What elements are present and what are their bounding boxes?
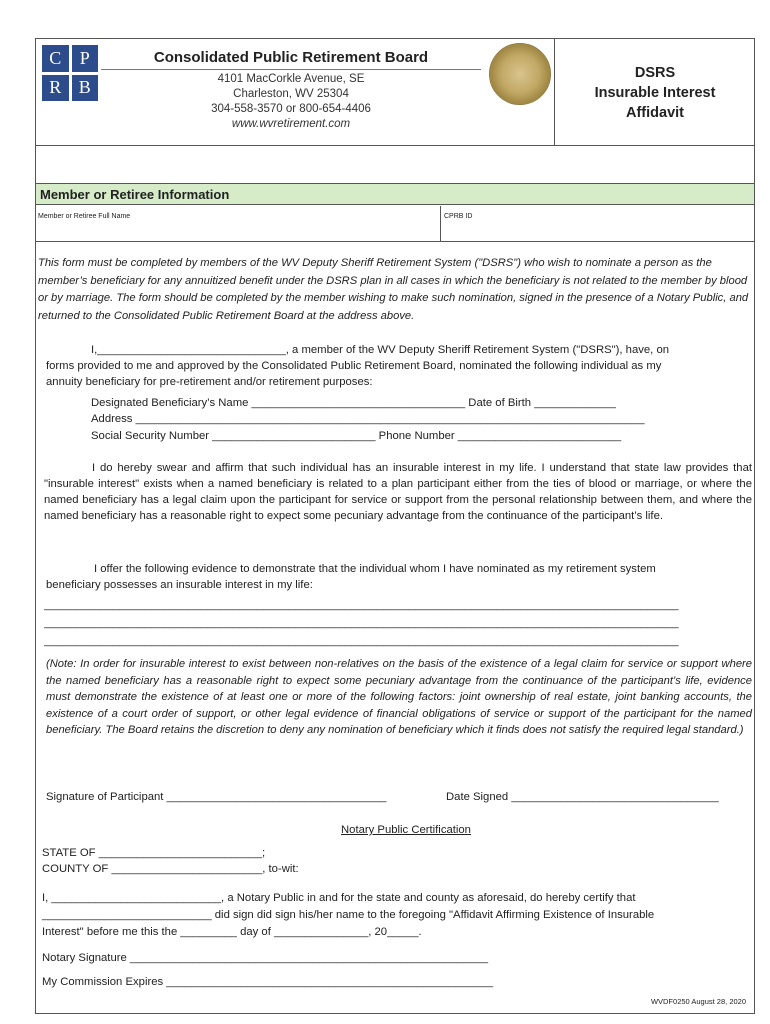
form-title-box bbox=[554, 39, 755, 145]
blank-row bbox=[36, 145, 754, 183]
evidence-blank-line[interactable]: _____________________________________________________________________________________________________ bbox=[44, 599, 679, 611]
logo-letter: R bbox=[42, 75, 69, 102]
beneficiary-address-field[interactable]: Address _________________________________________________________________________________ bbox=[91, 413, 645, 425]
notary-title: Notary Public Certification bbox=[341, 824, 471, 836]
nomination-line3: annuity beneficiary for pre-retirement and/or retirement purposes: bbox=[46, 376, 373, 388]
org-address1: 4101 MacCorkle Avenue, SE bbox=[217, 73, 365, 85]
section-title: Member or Retiree Information bbox=[36, 183, 754, 205]
evidence-line2: beneficiary possesses an insurable interest in my life: bbox=[46, 579, 313, 591]
legal-note: (Note: In order for insurable interest to exist between non-relatives on the basis of the existence of a legal claim for service or support where the named beneficiary has a reasonable right to expect some pecuniary advantage from the continuance of the participant’s life, evidence must demonstrate the existence of at least one or more of the following factors: joint ownership of real estate, joint banking accounts, the existence of a court order of support, or other legal evidence of financial obligations of service or support of the participant for the named beneficiary. The Board retains the discretion to deny any nomination of beneficiary which it finds does not satisfy the required legal standard.) bbox=[46, 658, 752, 736]
swear-paragraph: I do hereby swear and affirm that such individual has an insurable interest in my life. I understand that state law provides that "insurable interest" exists when a named beneficiary is related to a plan participant either from the ties of blood or marriage, or where the named beneficiary has a legal claim upon the participant for service or support from the personal relationship between them, and where the named beneficiary has a reasonable right to expect some pecuniary advantage from the continuance of the participant’s life. bbox=[44, 462, 752, 522]
org-name: Consolidated Public Retirement Board bbox=[101, 49, 481, 70]
nomination-line1: I,______________________________, a member of the WV Deputy Sheriff Retirement System ("DSRS"), have, on bbox=[91, 344, 670, 356]
form-footer: WVDF0250 August 28, 2020 bbox=[650, 997, 746, 1006]
member-name-field[interactable]: Member or Retiree Full Name bbox=[38, 213, 131, 220]
cprb-id-field[interactable]: CPRB ID bbox=[440, 206, 472, 241]
org-website[interactable]: www.wvretirement.com bbox=[231, 118, 351, 130]
intro-paragraph: This form must be completed by members of the WV Deputy Sheriff Retirement System ("DSRS") who wish to nominate a person as the member’s beneficiary for any annuitized benefit under the DSRS plan in all cases in which the beneficiary is not related to the member by blood or by marriage. The form should be completed by the member wishing to make such nomination, signed in the presence of a Notary Public, and returned to the Consolidated Public Retirement Board at the address above. bbox=[38, 257, 749, 322]
evidence-blank-line[interactable]: _____________________________________________________________________________________________________ bbox=[44, 617, 679, 629]
commission-expires-field[interactable]: My Commission Expires ____________________________________________________ bbox=[42, 976, 493, 988]
evidence-line1: I offer the following evidence to demonstrate that the individual whom I have nominated as my retirement system bbox=[94, 563, 656, 575]
cprb-logo bbox=[42, 45, 98, 101]
nomination-line2: forms provided to me and approved by the Consolidated Public Retirement Board, nominated the following individual as my bbox=[46, 360, 662, 372]
participant-signature-field[interactable]: Signature of Participant ___________________________________ bbox=[46, 791, 387, 803]
logo-letter: B bbox=[72, 75, 99, 102]
form-title-line2: Insurable Interest bbox=[594, 85, 716, 101]
form-header bbox=[36, 39, 754, 146]
org-info bbox=[101, 49, 481, 132]
evidence-blank-line[interactable]: _____________________________________________________________________________________________________ bbox=[44, 635, 679, 647]
notary-signature-field[interactable]: Notary Signature _________________________________________________________ bbox=[42, 952, 489, 964]
state-seal-icon bbox=[489, 43, 551, 105]
county-of-field[interactable]: COUNTY OF ________________________, to-wit: bbox=[42, 863, 299, 875]
notary-cert-line1: I, ___________________________, a Notary Public in and for the state and county as aforesaid, do hereby certify that bbox=[42, 892, 636, 904]
org-address2: Charleston, WV 25304 bbox=[233, 88, 349, 100]
org-phones: 304-558-3570 or 800-654-4406 bbox=[211, 103, 371, 115]
beneficiary-name-field[interactable]: Designated Beneficiary’s Name __________________________________ Date of Birth _____________ bbox=[91, 397, 616, 409]
logo-letter: C bbox=[42, 45, 69, 72]
notary-cert-line3: Interest" before me this the _________ day of _______________, 20_____. bbox=[42, 926, 422, 938]
notary-cert-line2: ___________________________ did sign did sign his/her name to the foregoing "Affidavit Affirming Existence of Insurable bbox=[42, 909, 655, 921]
beneficiary-ssn-field[interactable]: Social Security Number __________________________ Phone Number __________________________ bbox=[91, 430, 622, 442]
affidavit-form bbox=[35, 38, 755, 1014]
state-of-field[interactable]: STATE OF __________________________; bbox=[42, 847, 266, 859]
form-title-line1: DSRS bbox=[634, 65, 676, 81]
member-fields-row bbox=[36, 206, 754, 242]
date-signed-field[interactable]: Date Signed _________________________________ bbox=[446, 791, 719, 803]
form-title-line3: Affidavit bbox=[626, 105, 684, 121]
logo-letter: P bbox=[72, 45, 99, 72]
